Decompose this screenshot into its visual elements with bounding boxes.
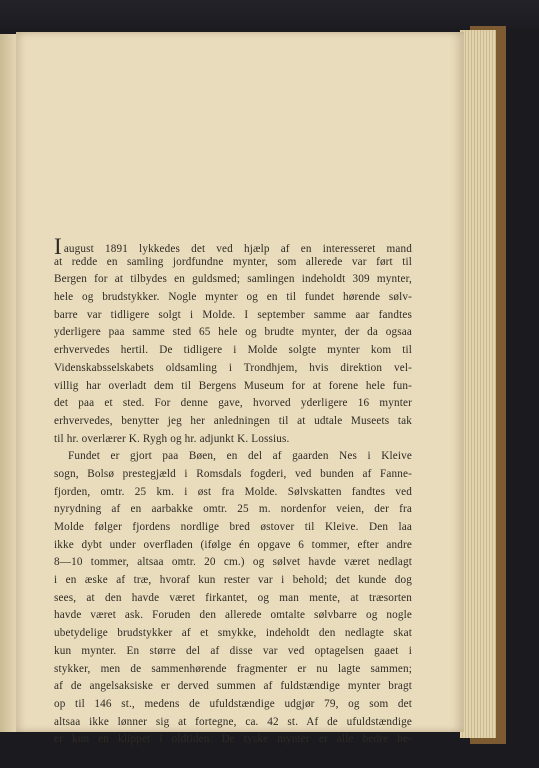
- text-line: sogn, Bolsø prestegjæld i Romsdals fogderi, ved bunden af Fanne-: [54, 467, 412, 480]
- text-line: kun mynter. En større del af disse var ved optagelsen gaaet i: [54, 644, 412, 657]
- text-line: Videnskabsselskabets oldsamling i Trondhjem, hvis direktion vel-: [54, 361, 412, 374]
- text-line: 8—10 tommer, altsaa omtr. 20 cm.) og sølvet havde været nedlagt: [54, 556, 412, 569]
- text-line: Iaugust 1891 lykkedes det ved hjælp af en interesseret mand: [54, 234, 412, 259]
- text-line: op til 146 st., medens de ufuldstændige udgjør 79, og som det: [54, 697, 412, 710]
- book-page: [16, 32, 464, 746]
- facing-page-edge: [0, 34, 16, 732]
- text-line: det paa et sted. For denne gave, hvorved yderligere 16 mynter: [54, 397, 412, 410]
- body-text: [54, 236, 412, 749]
- page-stack-edge: [460, 30, 496, 738]
- scan-background: [0, 0, 539, 28]
- text-line: barre var tidligere solgt i Molde. I september samme aar fandtes: [54, 308, 412, 321]
- text-line: er kun en klippet i oldtiden. De tyske mynter er alle bedre be-: [54, 733, 412, 746]
- text-line: Bergen for at tilbydes en guldsmed; samlingen indeholdt 309 mynter,: [54, 273, 412, 286]
- text-line: ubetydelige brudstykker af et smykke, indeholdt den nedlagte skat: [54, 627, 412, 640]
- paragraph-2: [54, 448, 412, 749]
- text-line: i en æske af træ, hvoraf kun rester var i behold; det kunde dog: [54, 574, 412, 587]
- text-line: til hr. overlærer K. Rygh og hr. adjunkt K. Lossius.: [54, 432, 290, 445]
- text-line: yderligere paa samme sted 65 hele og brudte mynter, der da ogsaa: [54, 326, 412, 339]
- text-line: erhvervedes, benytter jeg her anledningen til at udtale Museets tak: [54, 414, 412, 427]
- text-line: stykker, men de sammenhørende fragmenter er nu lagte sammen;: [54, 662, 412, 675]
- text-line: altsaa ikke lønner sig at fortegne, ca. 42 st. Af de ufuldstændige: [54, 715, 412, 728]
- text-line: erhvervedes hertil. De tidligere i Molde solgte mynter kom til: [54, 344, 412, 357]
- text-line: ikke dybt under overfladen (ifølge én opgave 6 tommer, efter andre: [54, 538, 412, 551]
- text-line: villig har overladt dem til Bergens Museum for at forene hele fun-: [54, 379, 412, 392]
- text-line: nyrydning af en aarbakke omtr. 25 m. nordenfor veien, der fra: [54, 503, 412, 516]
- text-line: Molde følger fjordens nordlige bred østover til Kleive. Den laa: [54, 521, 412, 533]
- text-line: fjorden, omtr. 25 km. i øst fra Molde. Sølvskatten fandtes ved: [54, 485, 412, 498]
- paragraph-1: [54, 236, 412, 448]
- text-line: af de angelsaksiske er derved summen af fuldstændige mynter bragt: [54, 680, 412, 693]
- text-line: Fundet er gjort paa Bøen, en del af gaarden Nes i Kleive: [68, 450, 412, 463]
- text-line: sees, at den havde været firkantet, og man mente, at træsorten: [54, 591, 412, 604]
- text-line: havde været ask. Foruden den allerede omtalte sølvbarre og nogle: [54, 609, 412, 622]
- drop-cap: I: [54, 234, 62, 259]
- text-line: at redde en samling jordfundne mynter, som allerede var ført til: [54, 255, 412, 268]
- text-line: hele og brudstykker. Nogle mynter og en til fundet hørende sølv-: [54, 291, 412, 304]
